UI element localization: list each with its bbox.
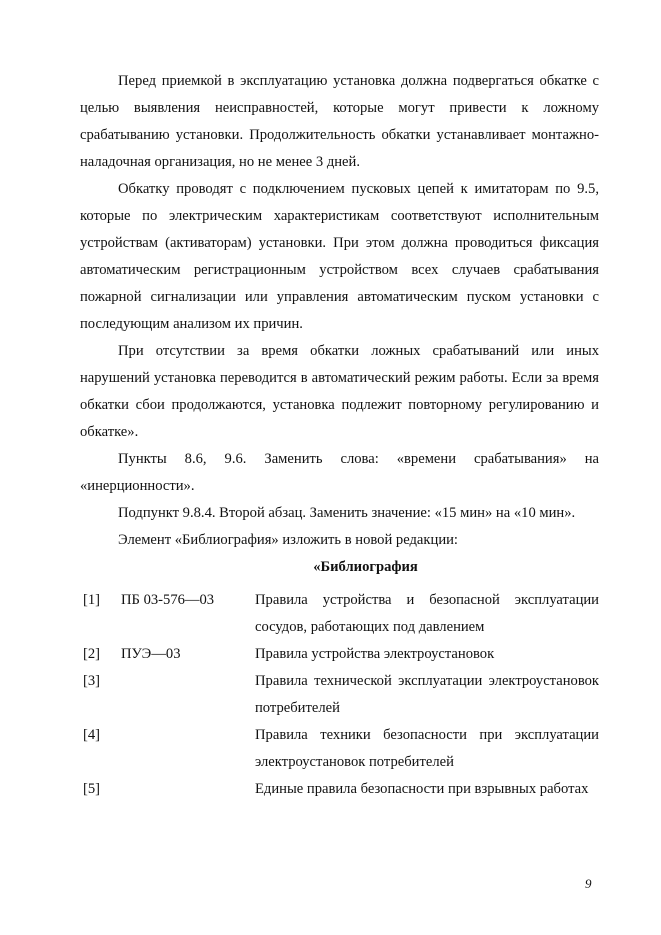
bibliography-entry [80, 641, 599, 668]
paragraph-subitem-9-8-4: Подпункт 9.8.4. Второй абзац. Заменить значение: «15 мин» на «10 мин». [118, 505, 576, 521]
paragraph-bibliography-element: Элемент «Библиография» изложить в новой редакции: [118, 532, 458, 548]
entry-number: [5] [83, 781, 101, 797]
entry-number: [3] [83, 673, 101, 689]
paragraph-no-false-alarms: При отсутствии за время обкатки ложных срабатываний или иных нарушений установка переводится в автоматический режим работы. Если за время обкатки сбои продолжаются, установка подлежит повторному регулированию и обкатке». [80, 343, 599, 440]
bibliography-entry [80, 722, 599, 776]
entry-title: Правила устройства электроустановок [255, 646, 495, 662]
paragraph-acceptance: Перед приемкой в эксплуатацию установка должна подвергаться обкатке с целью выявления неисправностей, которые могут привести к ложному срабатыванию установки. Продолжительность обкатки устанавливает монтажно-наладочная организация, но не менее 3 дней. [80, 73, 599, 170]
entry-title: Правила технической эксплуатации электроустановок потребителей [255, 673, 599, 716]
entry-title: Правила устройства и безопасной эксплуатации сосудов, работающих под давлением [255, 592, 599, 635]
entry-number: [1] [83, 592, 101, 608]
paragraph-running-in: Обкатку проводят с подключением пусковых цепей к имитаторам по 9.5, которые по электрическим характеристикам соответствуют исполнительным устройствам (активаторам) установки. При этом должна проводиться фиксация автоматическим регистрационным устройством всех случаев срабатывания пожарной сигнализации или управления автоматическим пуском установки с последующим анализом их причин. [80, 181, 599, 332]
entry-title: Правила техники безопасности при эксплуатации электроустановок потребителей [255, 727, 599, 770]
bibliography-entry [80, 776, 599, 803]
bibliography-entry [80, 587, 599, 641]
bibliography-entry [80, 668, 599, 722]
page-number: 9 [585, 876, 592, 891]
entry-code: ПБ 03-576—03 [121, 592, 215, 608]
body-text [80, 68, 599, 803]
paragraph-items-8-6: Пункты 8.6, 9.6. Заменить слова: «времени срабатывания» на «инерционности». [80, 451, 599, 494]
entry-code: ПУЭ—03 [121, 646, 181, 662]
bibliography-heading: «Библиография [313, 559, 418, 575]
entry-number: [4] [83, 727, 101, 743]
bibliography-list [80, 587, 599, 803]
entry-title: Единые правила безопасности при взрывных работах [255, 781, 589, 797]
entry-number: [2] [83, 646, 101, 662]
